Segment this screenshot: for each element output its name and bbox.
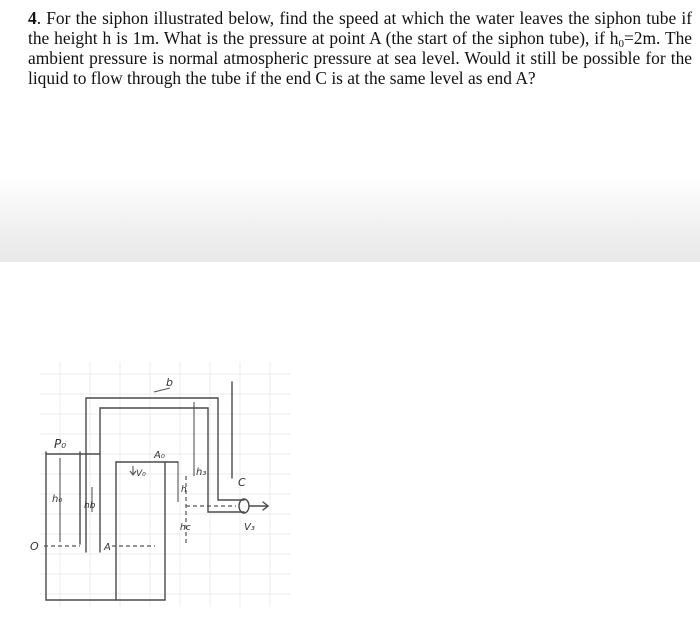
label-h3: h₃: [196, 467, 207, 478]
label-h0: h₀: [52, 494, 63, 505]
label-a0: A₀: [154, 450, 165, 461]
label-h: h: [181, 485, 187, 495]
label-b: b: [166, 376, 173, 389]
label-p0: P₀: [54, 437, 67, 451]
label-c: C: [238, 476, 246, 489]
label-a: A: [104, 542, 111, 553]
label-v0: V₀: [136, 469, 146, 479]
label-origin: O: [30, 540, 39, 553]
siphon-sketch: [0, 262, 700, 625]
problem-text: [28, 8, 692, 88]
h0-subscript: 0: [618, 38, 624, 50]
problem-text-part1: . For the siphon illustrated below, find the speed at which the water leaves the siphon tube if the height h is 1m. What is the pressure at point A (the start of the siphon tube), if h: [28, 8, 692, 48]
label-hc: hc: [180, 523, 191, 533]
problem-text-part2: =2m. The ambient pressure is normal atmospheric pressure at sea level. Would it still be possible for the liquid to flow through the tube if the end C is at the same level as end A?: [28, 28, 692, 88]
label-v3: V₃: [244, 522, 255, 533]
siphon-drawing: [46, 382, 268, 600]
problem-number: 4: [28, 8, 37, 28]
label-hb: hb: [84, 501, 96, 511]
siphon-figure: [0, 262, 700, 625]
gap-band: [0, 178, 700, 262]
siphon-tube-inner: [100, 408, 244, 552]
reference-lines: [44, 476, 236, 546]
figure-labels: [30, 376, 255, 553]
